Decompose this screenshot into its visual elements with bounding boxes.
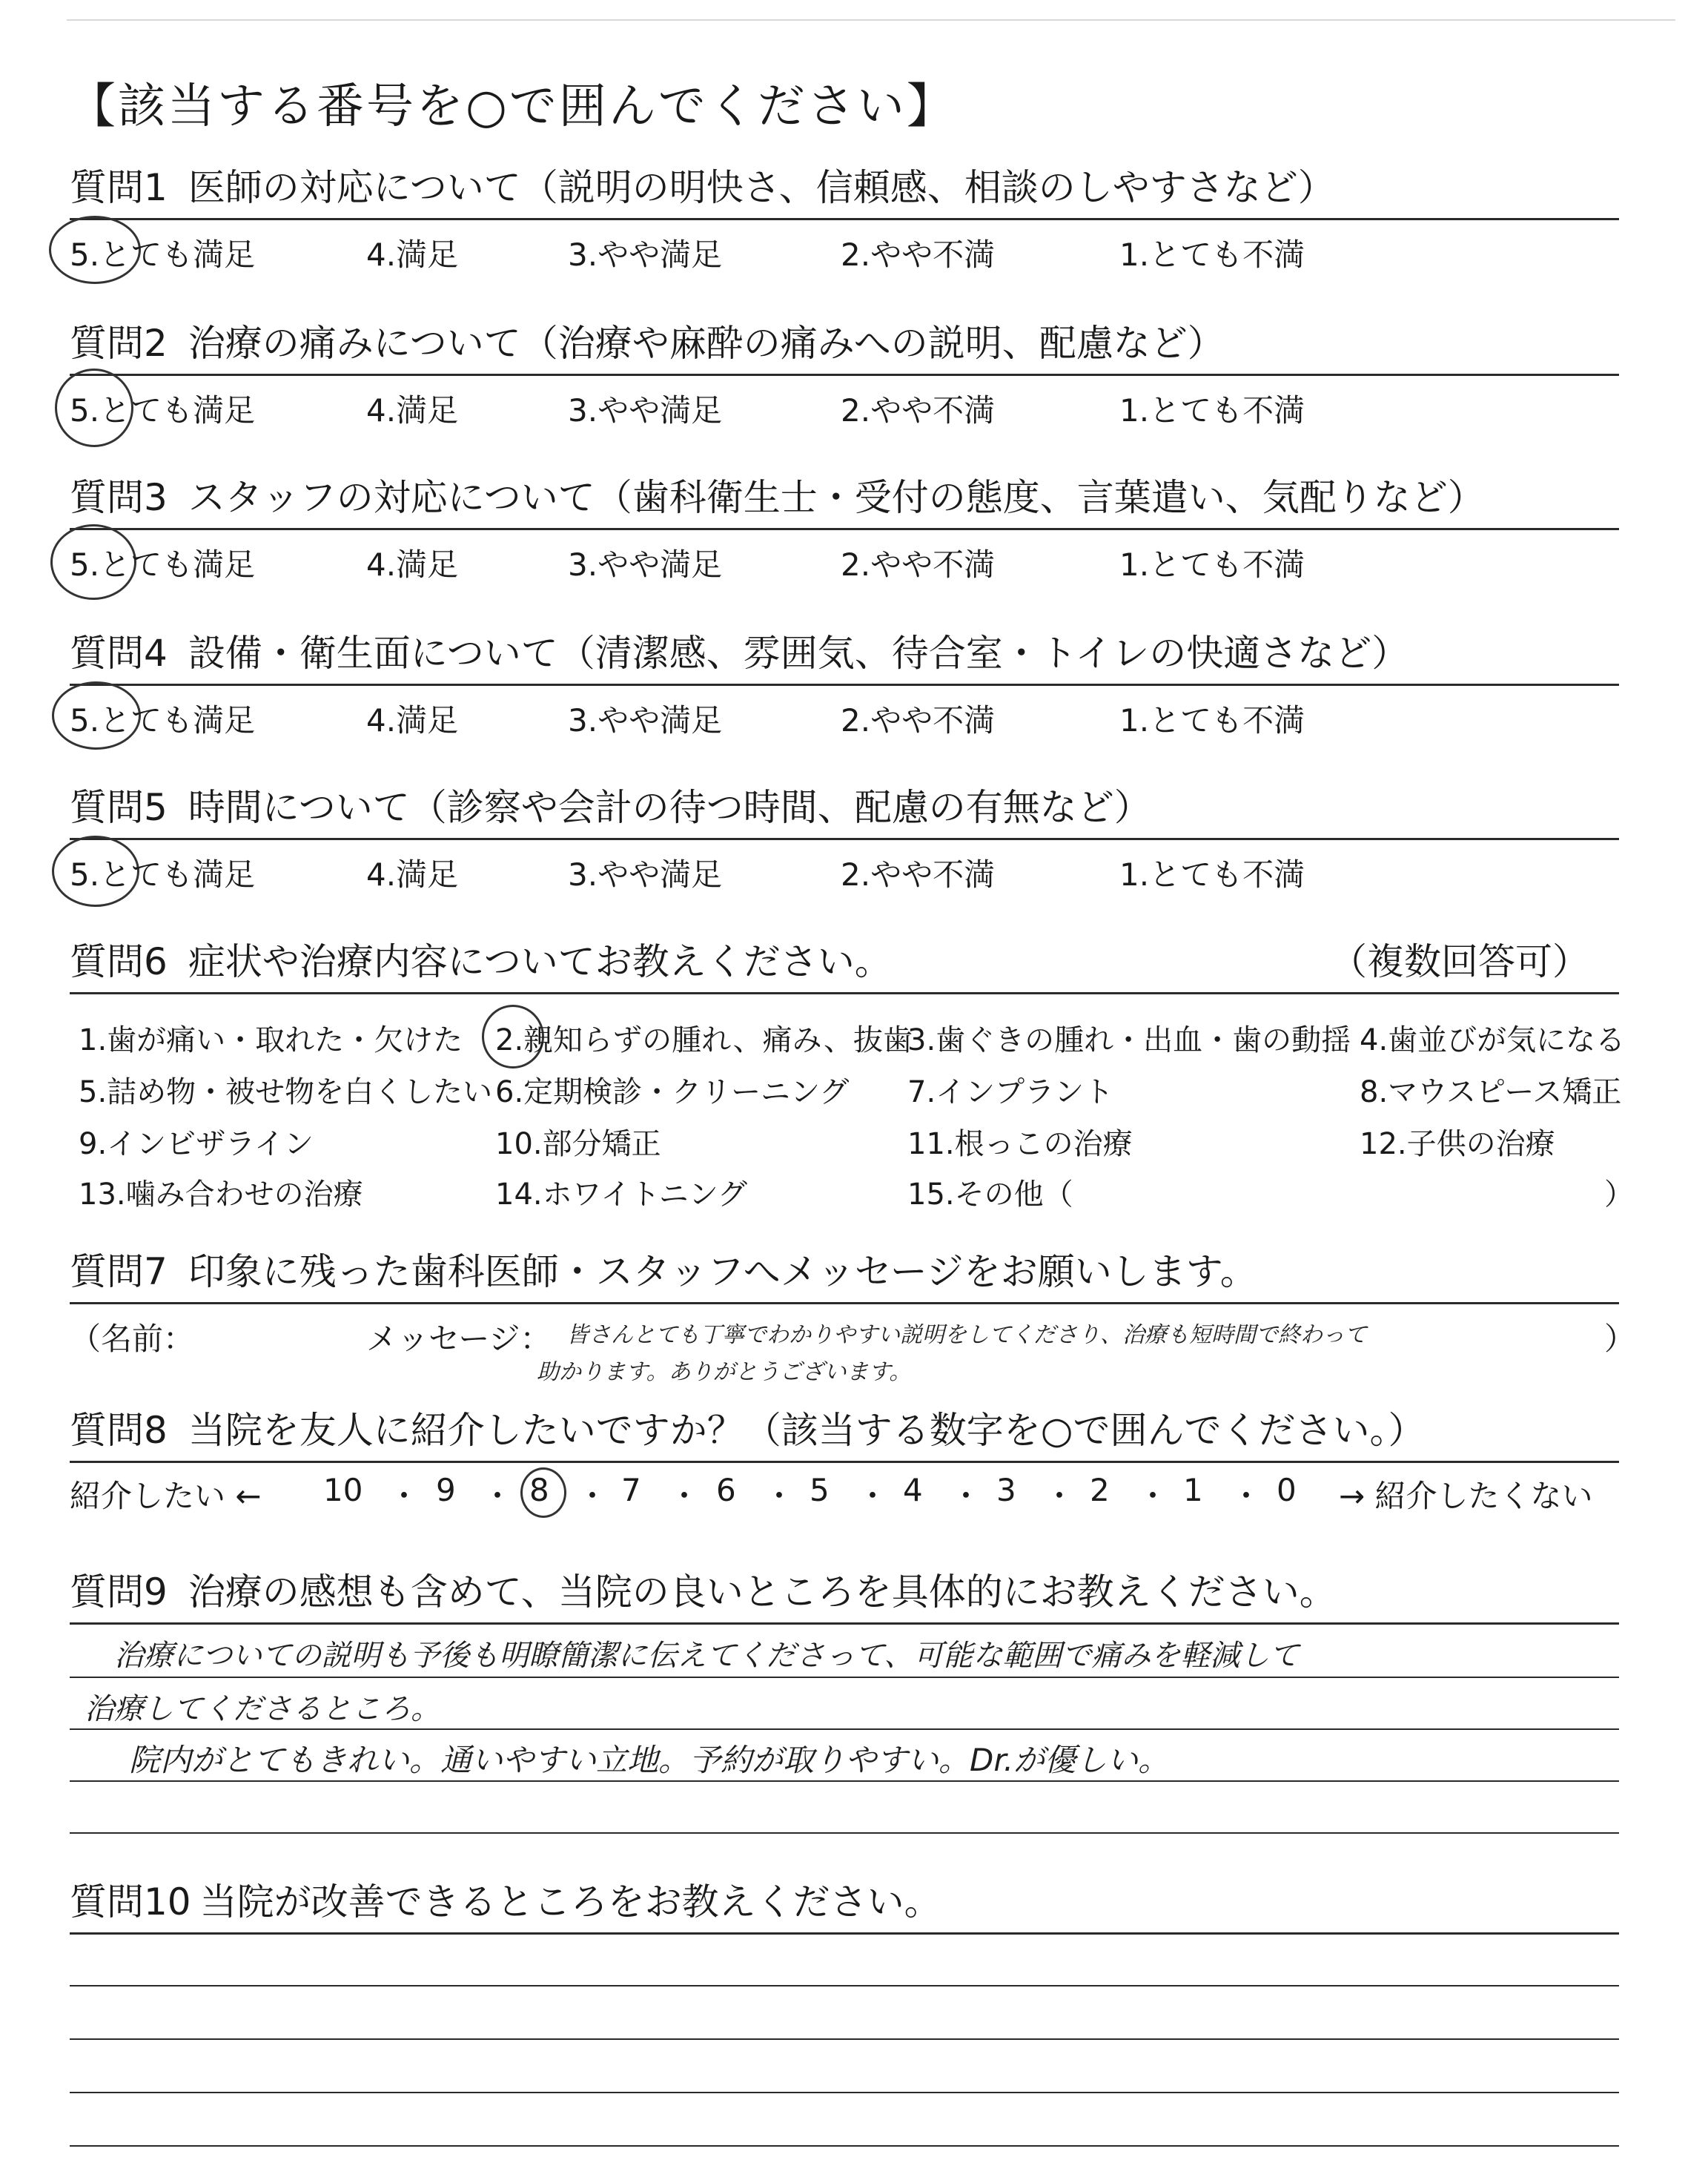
scale-4[interactable]: 4 bbox=[903, 1472, 923, 1508]
scale-7[interactable]: 7 bbox=[621, 1472, 641, 1508]
option-5[interactable]: 5.とても満足 bbox=[70, 856, 256, 893]
option-5[interactable]: 5.とても満足 bbox=[70, 237, 256, 273]
answer-handwriting-line-1: 治療についての説明も予後も明瞭簡潔に伝えてくださって、可能な範囲で痛みを軽減して bbox=[114, 1639, 1300, 1673]
answer-line bbox=[70, 1677, 1619, 1678]
question-1-options bbox=[70, 220, 1619, 280]
symptom-option-12[interactable]: 12.子供の治療 bbox=[1360, 1127, 1555, 1161]
question-8-text: 当院を友人に紹介したいですか？（該当する数字を○で囲んでください。） bbox=[188, 1409, 1426, 1452]
question-5-heading bbox=[70, 782, 1619, 833]
message-field[interactable] bbox=[70, 1304, 1636, 1386]
question-9-number: 質問9 bbox=[70, 1571, 168, 1614]
question-10-heading bbox=[70, 1876, 1619, 1928]
option-1[interactable]: 1.とても不満 bbox=[1119, 856, 1305, 893]
question-2 bbox=[70, 317, 1619, 435]
scale-6[interactable]: 6 bbox=[716, 1472, 736, 1508]
symptom-option-2[interactable]: 2.親知らずの腫れ、痛み、抜歯 bbox=[495, 1023, 913, 1057]
option-2[interactable]: 2.やや不満 bbox=[841, 237, 996, 273]
answer-line bbox=[70, 2038, 1619, 2040]
answer-line bbox=[70, 1728, 1619, 1730]
question-3-heading bbox=[70, 472, 1619, 524]
question-9-answer-area[interactable] bbox=[70, 1625, 1619, 1847]
multiple-answers-note: （複数回答可） bbox=[1330, 940, 1589, 983]
question-3-number: 質問3 bbox=[70, 476, 168, 519]
question-8-heading bbox=[70, 1404, 1619, 1456]
message-handwriting-line-1: 皆さんとても丁寧でわかりやすい説明をしてくださり、治療も短時間で終わって bbox=[566, 1322, 1367, 1348]
symptom-option-6[interactable]: 6.定期検診・クリーニング bbox=[495, 1075, 850, 1109]
other-close-paren: ） bbox=[1604, 1178, 1634, 1212]
scale-5[interactable]: 5 bbox=[810, 1472, 830, 1508]
option-2[interactable]: 2.やや不満 bbox=[841, 702, 996, 739]
question-4-options bbox=[70, 686, 1619, 745]
scale-dot: ・ bbox=[1231, 1478, 1262, 1514]
answer-line bbox=[70, 1832, 1619, 1834]
question-9-text: 治療の感想も含めて、当院の良いところを具体的にお教えください。 bbox=[188, 1571, 1337, 1614]
symptom-option-3[interactable]: 3.歯ぐきの腫れ・出血・歯の動揺 bbox=[907, 1023, 1351, 1057]
scale-9[interactable]: 9 bbox=[436, 1472, 456, 1508]
scale-10[interactable]: 10 bbox=[323, 1472, 363, 1508]
name-label: （名前： bbox=[70, 1321, 195, 1357]
scale-dot: ・ bbox=[577, 1478, 609, 1514]
option-1[interactable]: 1.とても不満 bbox=[1119, 546, 1305, 583]
scale-dot: ・ bbox=[764, 1478, 795, 1514]
scale-dot: ・ bbox=[1044, 1478, 1076, 1514]
scale-1[interactable]: 1 bbox=[1183, 1472, 1203, 1508]
option-3[interactable]: 3.やや満足 bbox=[568, 856, 723, 893]
option-2[interactable]: 2.やや不満 bbox=[841, 856, 996, 893]
option-5[interactable]: 5.とても満足 bbox=[70, 392, 256, 429]
scale-dot: ・ bbox=[388, 1478, 420, 1514]
question-7-text: 印象に残った歯科医師・スタッフへメッセージをお願いします。 bbox=[188, 1250, 1257, 1293]
question-8 bbox=[70, 1404, 1619, 1515]
scale-right-label: → 紹介したくない bbox=[1339, 1478, 1593, 1514]
answer-line bbox=[70, 2092, 1619, 2093]
message-close-paren: ） bbox=[1604, 1321, 1636, 1357]
symptom-option-4[interactable]: 4.歯並びが気になる bbox=[1360, 1023, 1626, 1057]
question-6 bbox=[70, 936, 1634, 1217]
question-5-text: 時間について（診察や会計の待つ時間、配慮の有無など） bbox=[188, 786, 1151, 829]
question-5 bbox=[70, 782, 1619, 899]
question-8-number: 質問8 bbox=[70, 1409, 168, 1452]
scale-2[interactable]: 2 bbox=[1090, 1472, 1110, 1508]
answer-line bbox=[70, 1780, 1619, 1782]
question-1 bbox=[70, 162, 1619, 280]
option-3[interactable]: 3.やや満足 bbox=[568, 237, 723, 273]
option-1[interactable]: 1.とても不満 bbox=[1119, 237, 1305, 273]
symptom-option-8[interactable]: 8.マウスピース矯正 bbox=[1360, 1075, 1622, 1109]
question-5-options bbox=[70, 840, 1619, 899]
question-9 bbox=[70, 1566, 1619, 1847]
option-1[interactable]: 1.とても不満 bbox=[1119, 702, 1305, 739]
question-3 bbox=[70, 472, 1619, 589]
symptom-option-10[interactable]: 10.部分矯正 bbox=[495, 1127, 661, 1161]
symptom-option-7[interactable]: 7.インプラント bbox=[907, 1075, 1114, 1109]
scale-0[interactable]: 0 bbox=[1277, 1472, 1297, 1508]
scale-dot: ・ bbox=[857, 1478, 889, 1514]
question-4-text: 設備・衛生面について（清潔感、雰囲気、待合室・トイレの快適さなど） bbox=[188, 632, 1409, 675]
scale-dot: ・ bbox=[669, 1478, 701, 1514]
question-10-text: 当院が改善できるところをお教えください。 bbox=[199, 1880, 941, 1923]
question-7-heading bbox=[70, 1246, 1619, 1298]
scale-3[interactable]: 3 bbox=[996, 1472, 1016, 1508]
option-2[interactable]: 2.やや不満 bbox=[841, 392, 996, 429]
question-6-text: 症状や治療内容についてお教えください。 bbox=[188, 940, 892, 983]
question-2-heading bbox=[70, 317, 1619, 369]
question-10 bbox=[70, 1876, 1619, 2157]
question-2-text: 治療の痛みについて（治療や麻酔の痛みへの説明、配慮など） bbox=[188, 322, 1225, 365]
page-title: 【該当する番号を○で囲んでください】 bbox=[68, 79, 956, 134]
question-6-options bbox=[70, 994, 1634, 1217]
symptom-option-14[interactable]: 14.ホワイトニング bbox=[495, 1178, 748, 1212]
option-4[interactable]: 4.満足 bbox=[366, 702, 459, 739]
answer-handwriting-line-3: 院内がとてもきれい。通いやすい立地。予約が取りやすい。Dr.が優しい。 bbox=[129, 1742, 1170, 1778]
scale-dot: ・ bbox=[950, 1478, 982, 1514]
answer-line bbox=[70, 1985, 1619, 1986]
option-3[interactable]: 3.やや満足 bbox=[568, 702, 723, 739]
question-1-heading bbox=[70, 162, 1619, 214]
question-9-heading bbox=[70, 1566, 1619, 1618]
symptom-option-9[interactable]: 9.インビザライン bbox=[79, 1127, 314, 1161]
question-3-options bbox=[70, 530, 1619, 589]
scale-dot: ・ bbox=[482, 1478, 514, 1514]
symptom-option-1[interactable]: 1.歯が痛い・取れた・欠けた bbox=[79, 1023, 463, 1057]
question-3-text: スタッフの対応について（歯科衛生士・受付の態度、言葉遣い、気配りなど） bbox=[188, 476, 1485, 519]
option-3[interactable]: 3.やや満足 bbox=[568, 546, 723, 583]
option-4[interactable]: 4.満足 bbox=[366, 237, 459, 273]
question-2-number: 質問2 bbox=[70, 322, 168, 365]
option-3[interactable]: 3.やや満足 bbox=[568, 392, 723, 429]
question-7-number: 質問7 bbox=[70, 1250, 168, 1293]
option-4[interactable]: 4.満足 bbox=[366, 392, 459, 429]
question-7 bbox=[70, 1246, 1636, 1386]
top-divider bbox=[67, 19, 1675, 21]
question-1-number: 質問1 bbox=[70, 166, 168, 209]
question-1-text: 医師の対応について（説明の明快さ、信頼感、相談のしやすさなど） bbox=[188, 166, 1335, 209]
question-2-options bbox=[70, 376, 1619, 435]
question-10-answer-area[interactable] bbox=[70, 1935, 1619, 2157]
answer-handwriting-line-2: 治療してくださるところ。 bbox=[85, 1692, 440, 1726]
message-label: メッセージ： bbox=[366, 1321, 552, 1357]
answer-line bbox=[70, 2145, 1619, 2147]
option-5[interactable]: 5.とても満足 bbox=[70, 702, 256, 739]
option-1[interactable]: 1.とても不満 bbox=[1119, 392, 1305, 429]
option-4[interactable]: 4.満足 bbox=[366, 856, 459, 893]
option-2[interactable]: 2.やや不満 bbox=[841, 546, 996, 583]
question-4 bbox=[70, 627, 1619, 745]
question-5-number: 質問5 bbox=[70, 786, 168, 829]
symptom-option-5[interactable]: 5.詰め物・被せ物を白くしたい bbox=[79, 1075, 493, 1109]
scale-left-label: 紹介したい ← bbox=[70, 1478, 262, 1514]
option-4[interactable]: 4.満足 bbox=[366, 546, 459, 583]
scale-dot: ・ bbox=[1137, 1478, 1169, 1514]
symptom-option-15[interactable]: 15.その他（ bbox=[907, 1178, 1073, 1212]
message-handwriting-line-2: 助かります。ありがとうございます。 bbox=[537, 1359, 912, 1385]
scale-8[interactable]: 8 bbox=[529, 1472, 549, 1508]
symptom-option-11[interactable]: 11.根っこの治療 bbox=[907, 1127, 1133, 1161]
question-4-number: 質問4 bbox=[70, 632, 168, 675]
symptom-option-13[interactable]: 13.噛み合わせの治療 bbox=[79, 1178, 363, 1212]
question-10-number: 質問10 bbox=[70, 1880, 191, 1923]
recommend-scale bbox=[70, 1463, 1619, 1515]
question-4-heading bbox=[70, 627, 1619, 679]
option-5[interactable]: 5.とても満足 bbox=[70, 546, 256, 583]
question-6-number: 質問6 bbox=[70, 940, 168, 983]
question-6-heading bbox=[70, 936, 1619, 988]
